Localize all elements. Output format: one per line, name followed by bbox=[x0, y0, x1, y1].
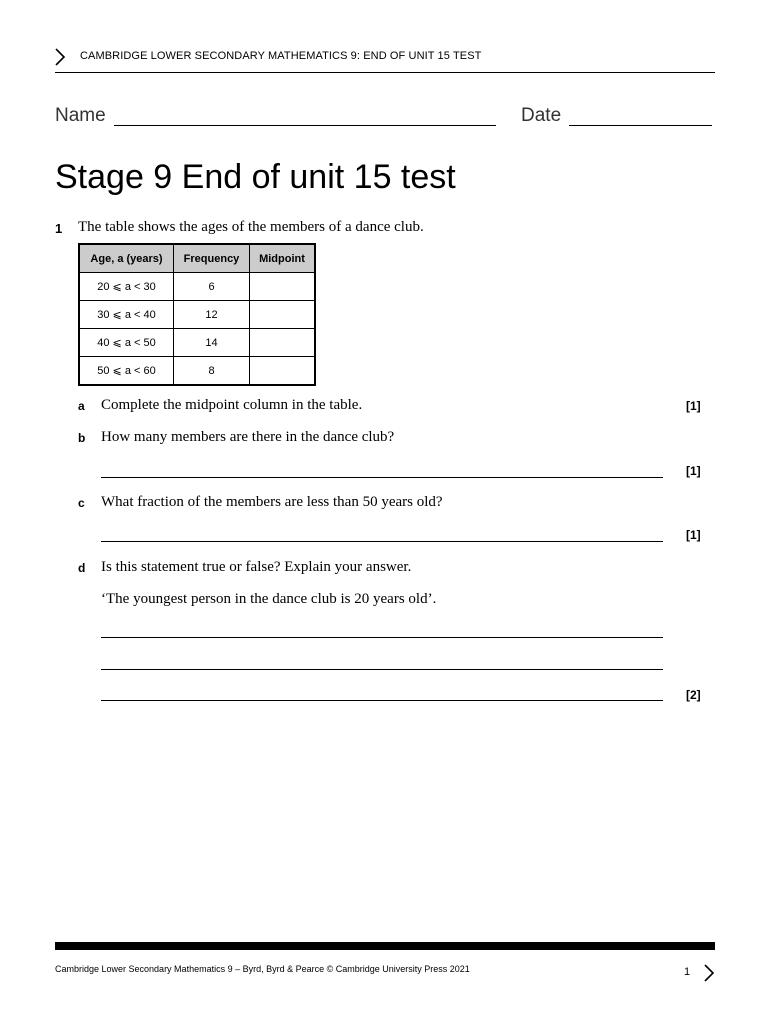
header-title: CAMBRIDGE LOWER SECONDARY MATHEMATICS 9: END OF UNIT 15 TEST bbox=[80, 50, 482, 62]
frequency-table bbox=[78, 243, 316, 386]
answer-line-d3[interactable] bbox=[101, 700, 663, 701]
part-c-text: What fraction of the members are less than 50 years old? bbox=[101, 494, 443, 510]
midpoint-cell[interactable] bbox=[250, 273, 316, 301]
column-header-midpoint: Midpoint bbox=[250, 244, 316, 273]
age-cell: 50 ⩽ a < 60 bbox=[79, 357, 174, 386]
column-header-age: Age, a (years) bbox=[79, 244, 174, 273]
answer-line-d1[interactable] bbox=[101, 637, 663, 638]
chevron-right-icon bbox=[54, 47, 66, 67]
name-label: Name bbox=[55, 105, 106, 126]
footer-bar bbox=[55, 942, 715, 950]
name-field[interactable] bbox=[114, 125, 496, 126]
part-d-label: d bbox=[78, 561, 86, 575]
frequency-cell: 14 bbox=[174, 329, 250, 357]
frequency-cell: 12 bbox=[174, 301, 250, 329]
footer-copyright: Cambridge Lower Secondary Mathematics 9 – Byrd, Byrd & Pearce © Cambridge University Press 2021 bbox=[55, 964, 470, 974]
answer-line-b[interactable] bbox=[101, 477, 663, 478]
table-row bbox=[79, 301, 315, 329]
table-row bbox=[79, 273, 315, 301]
frequency-cell: 6 bbox=[174, 273, 250, 301]
table-row bbox=[79, 357, 315, 386]
answer-line-c[interactable] bbox=[101, 541, 663, 542]
part-a-label: a bbox=[78, 399, 85, 413]
part-a-text: Complete the midpoint column in the table. bbox=[101, 397, 363, 413]
part-b-text: How many members are there in the dance club? bbox=[101, 429, 395, 445]
part-d-text: Is this statement true or false? Explain your answer. bbox=[101, 559, 412, 575]
question-text: The table shows the ages of the members of a dance club. bbox=[78, 219, 424, 235]
age-cell: 30 ⩽ a < 40 bbox=[79, 301, 174, 329]
page-title: Stage 9 End of unit 15 test bbox=[55, 158, 456, 196]
header-divider bbox=[55, 72, 715, 73]
part-c-marks: [1] bbox=[686, 528, 701, 542]
table-header-row bbox=[79, 244, 315, 273]
age-cell: 20 ⩽ a < 30 bbox=[79, 273, 174, 301]
page-number: 1 bbox=[684, 966, 691, 978]
midpoint-cell[interactable] bbox=[250, 357, 316, 386]
midpoint-cell[interactable] bbox=[250, 301, 316, 329]
question-number: 1 bbox=[55, 221, 63, 236]
frequency-cell: 8 bbox=[174, 357, 250, 386]
part-d-marks: [2] bbox=[686, 688, 701, 702]
part-a-marks: [1] bbox=[686, 399, 701, 413]
part-c-label: c bbox=[78, 496, 85, 510]
part-d-statement: ‘The youngest person in the dance club is 20 years old’. bbox=[101, 591, 437, 607]
midpoint-cell[interactable] bbox=[250, 329, 316, 357]
age-cell: 40 ⩽ a < 50 bbox=[79, 329, 174, 357]
column-header-frequency: Frequency bbox=[174, 244, 250, 273]
table-row bbox=[79, 329, 315, 357]
part-b-marks: [1] bbox=[686, 464, 701, 478]
date-label: Date bbox=[521, 105, 562, 126]
date-field[interactable] bbox=[569, 125, 712, 126]
answer-line-d2[interactable] bbox=[101, 669, 663, 670]
chevron-right-icon[interactable] bbox=[703, 963, 715, 983]
part-b-label: b bbox=[78, 431, 86, 445]
